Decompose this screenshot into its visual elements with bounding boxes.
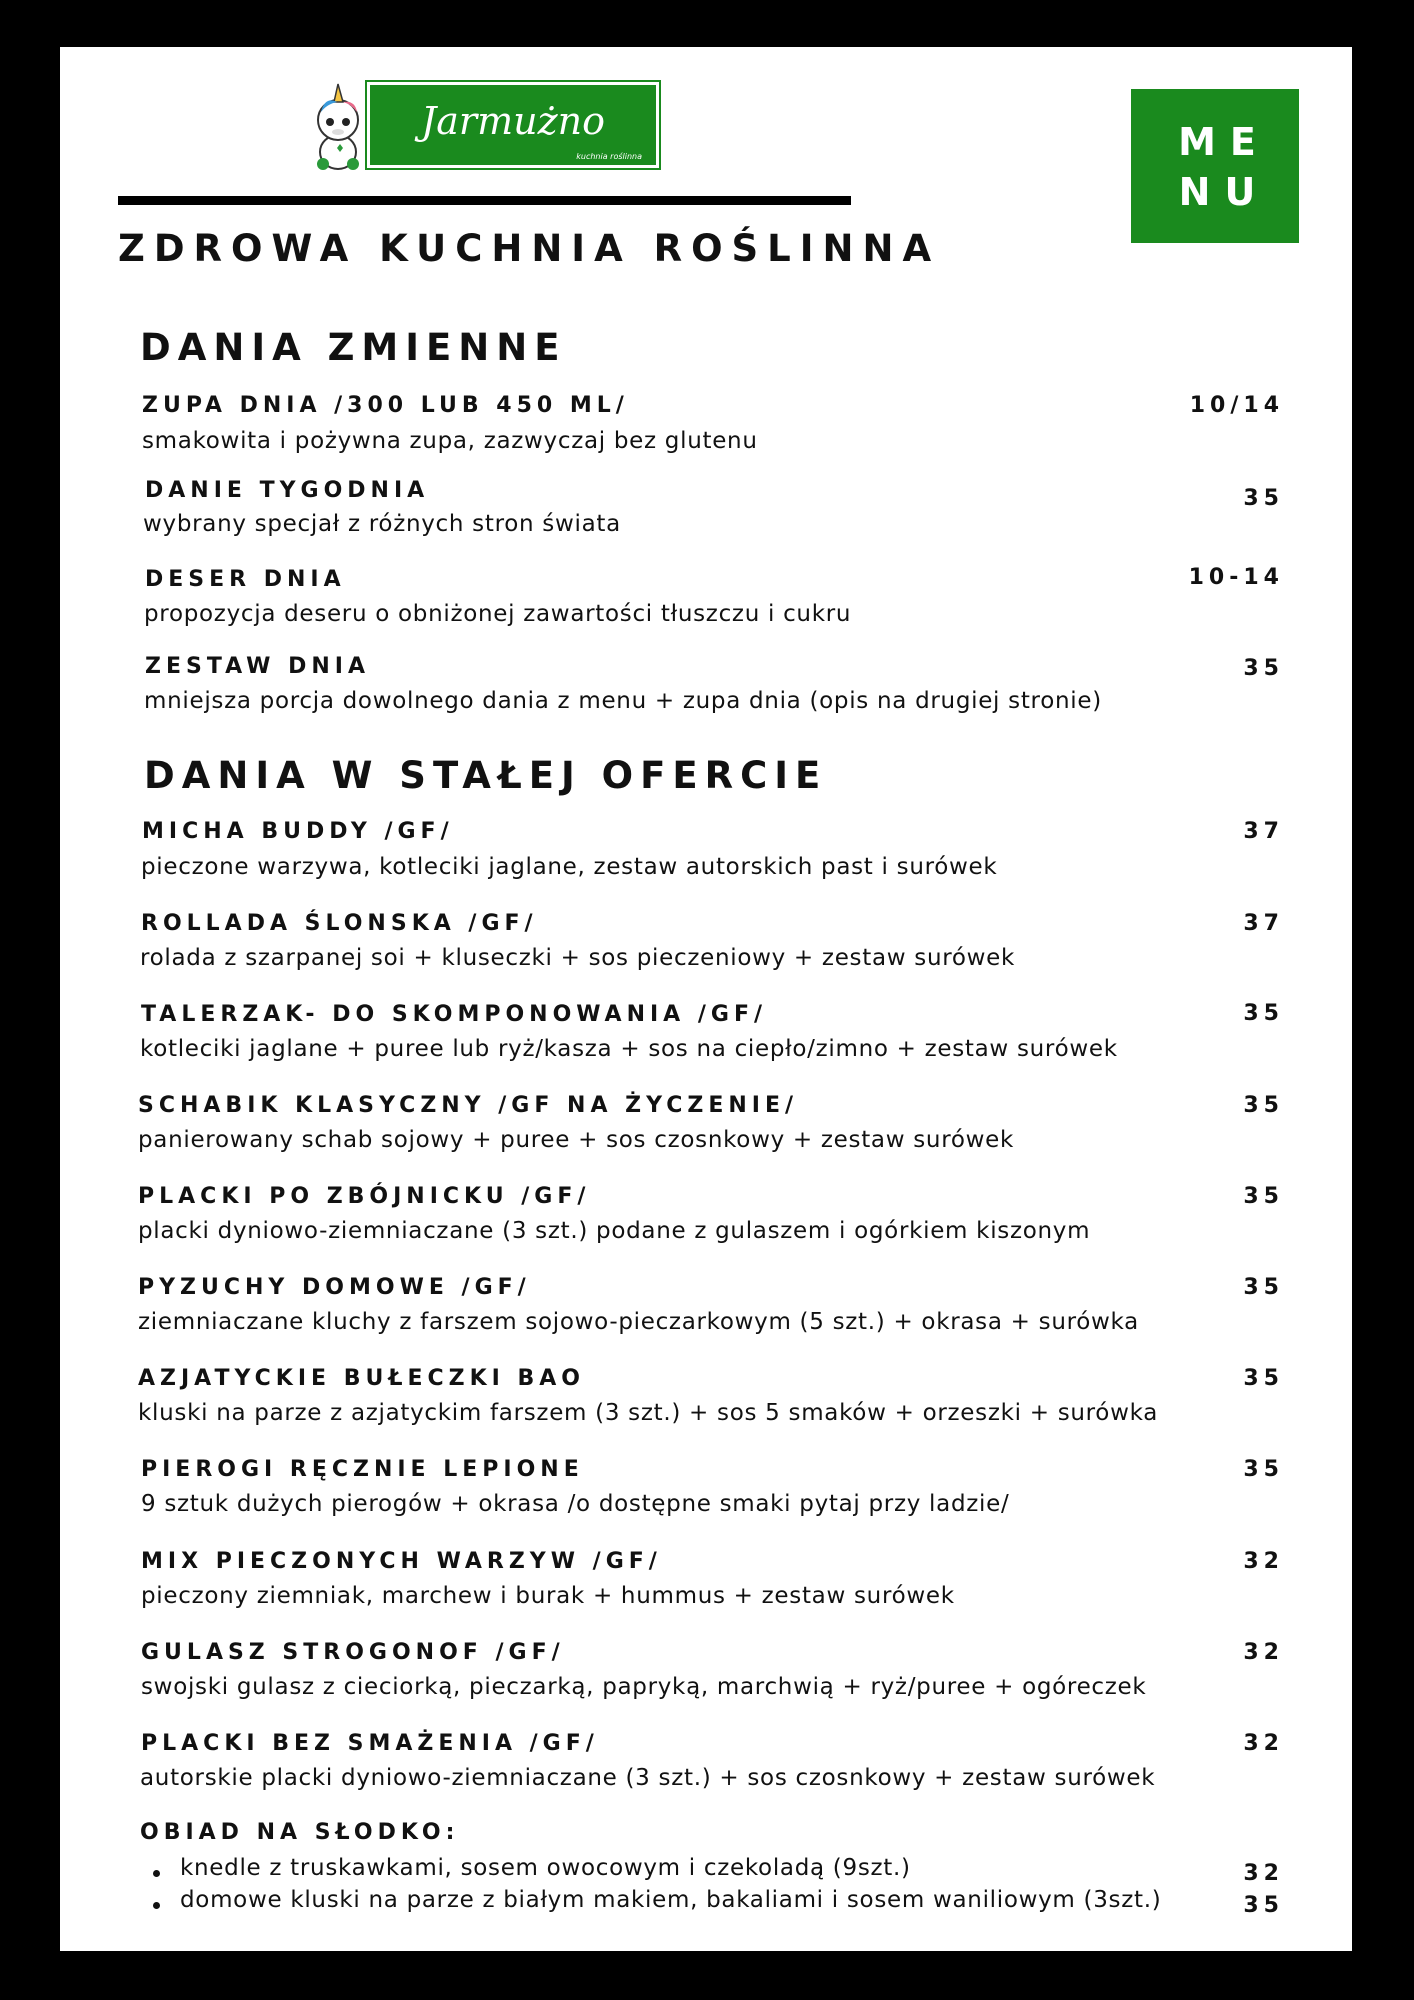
- menu-item-price: 35: [1243, 1184, 1284, 1209]
- menu-item-name: TALERZAK- DO SKOMPONOWANIA /GF/: [141, 1002, 768, 1027]
- menu-item-desc: swojski gulasz z cieciorką, pieczarką, papryką, marchwią + ryż/puree + ogóreczek: [141, 1674, 1147, 1700]
- menu-badge-line2: NU: [1178, 170, 1270, 214]
- logo: [307, 82, 680, 172]
- menu-item-price: 35: [1243, 1001, 1284, 1026]
- menu-item-desc: panierowany schab sojowy + puree + sos czosnkowy + zestaw surówek: [138, 1127, 1014, 1153]
- menu-item-desc: autorskie placki dyniowo-ziemniaczane (3 szt.) + sos czosnkowy + zestaw surówek: [140, 1765, 1156, 1791]
- menu-item-name: DANIE TYGODNIA: [145, 478, 430, 503]
- sweet-section-title: OBIAD NA SŁODKO:: [140, 1820, 460, 1845]
- menu-item-desc: kotleciki jaglane + puree lub ryż/kasza + sos na ciepło/zimno + zestaw surówek: [140, 1036, 1118, 1062]
- menu-item-desc: ziemniaczane kluchy z farszem sojowo-pieczarkowym (5 szt.) + okrasa + surówka: [138, 1309, 1139, 1335]
- menu-item-price: 37: [1243, 911, 1284, 936]
- bullet: [153, 1870, 160, 1877]
- menu-item-price: 35: [1243, 486, 1284, 511]
- menu-item-desc: placki dyniowo-ziemniaczane (3 szt.) podane z gulaszem i ogórkiem kiszonym: [138, 1218, 1091, 1244]
- menu-item-price: 32: [1243, 1640, 1284, 1665]
- menu-item-desc: rolada z szarpanej soi + kluseczki + sos pieczeniowy + zestaw surówek: [140, 945, 1016, 971]
- menu-item-name: DESER DNIA: [145, 567, 346, 592]
- menu-item-desc: propozycja deseru o obniżonej zawartości tłuszczu i cukru: [144, 601, 852, 627]
- menu-item-desc: wybrany specjał z różnych stron świata: [143, 511, 621, 537]
- logo-text: Jarmużno: [421, 99, 605, 143]
- menu-item-price: 35: [1243, 1457, 1284, 1482]
- menu-item-name: ZUPA DNIA /300 LUB 450 ML/: [142, 393, 629, 418]
- menu-item-name: ZESTAW DNIA: [145, 654, 370, 679]
- menu-item-name: ROLLADA ŚLONSKA /GF/: [141, 911, 538, 936]
- sweet-item-desc: domowe kluski na parze z białym makiem, bakaliami i sosem waniliowym (3szt.): [180, 1887, 1162, 1913]
- menu-item-price: 35: [1243, 1366, 1284, 1391]
- menu-item-name: PIEROGI RĘCZNIE LEPIONE: [141, 1457, 584, 1482]
- menu-item-desc: pieczony ziemniak, marchew i burak + hummus + zestaw surówek: [141, 1583, 955, 1609]
- menu-page: [60, 47, 1352, 1951]
- menu-item-desc: smakowita i pożywna zupa, zazwyczaj bez glutenu: [142, 428, 758, 454]
- menu-item-name: SCHABIK KLASYCZNY /GF NA ŻYCZENIE/: [138, 1093, 799, 1118]
- header-rule: [118, 196, 851, 205]
- menu-item-price: 10/14: [1189, 393, 1284, 418]
- menu-item-price: 35: [1243, 1275, 1284, 1300]
- section-title-daily: DANIA ZMIENNE: [140, 326, 567, 369]
- unicorn-mascot-icon: [307, 82, 369, 172]
- restaurant-subtitle: ZDROWA KUCHNIA ROŚLINNA: [118, 227, 941, 270]
- menu-item-name: AZJATYCKIE BUŁECZKI BAO: [138, 1366, 585, 1391]
- menu-item-desc: 9 sztuk dużych pierogów + okrasa /o dostępne smaki pytaj przy ladzie/: [141, 1491, 1010, 1517]
- bullet: [153, 1902, 160, 1909]
- menu-item-price: 35: [1243, 1093, 1284, 1118]
- menu-item-desc: pieczone warzywa, kotleciki jaglane, zestaw autorskich past i surówek: [141, 854, 998, 880]
- menu-item-desc: mniejsza porcja dowolnego dania z menu + zupa dnia (opis na drugiej stronie): [144, 688, 1102, 714]
- menu-item-price: 10-14: [1188, 565, 1284, 590]
- section-title-fixed: DANIA W STAŁEJ OFERCIE: [144, 754, 828, 797]
- menu-badge: [1131, 89, 1299, 243]
- menu-item-price: 37: [1243, 819, 1284, 844]
- logo-badge: [367, 82, 659, 168]
- menu-item-name: GULASZ STROGONOF /GF/: [141, 1640, 565, 1665]
- sweet-item-price: 35: [1243, 1893, 1284, 1918]
- menu-item-name: PLACKI BEZ SMAŻENIA /GF/: [141, 1731, 599, 1756]
- menu-item-price: 32: [1243, 1549, 1284, 1574]
- menu-item-desc: kluski na parze z azjatyckim farszem (3 szt.) + sos 5 smaków + orzeszki + surówka: [138, 1400, 1158, 1426]
- menu-item-price: 32: [1243, 1731, 1284, 1756]
- menu-item-price: 35: [1243, 656, 1284, 681]
- logo-subtext: kuchnia roślinna: [576, 152, 642, 161]
- sweet-item-desc: knedle z truskawkami, sosem owocowym i czekoladą (9szt.): [180, 1855, 911, 1881]
- menu-item-name: MIX PIECZONYCH WARZYW /GF/: [141, 1549, 662, 1574]
- menu-badge-line1: ME: [1178, 120, 1270, 164]
- menu-item-name: PLACKI PO ZBÓJNICKU /GF/: [138, 1184, 591, 1209]
- sweet-item-price: 32: [1243, 1861, 1284, 1886]
- menu-item-name: MICHA BUDDY /GF/: [142, 819, 454, 844]
- menu-item-name: PYZUCHY DOMOWE /GF/: [138, 1275, 531, 1300]
